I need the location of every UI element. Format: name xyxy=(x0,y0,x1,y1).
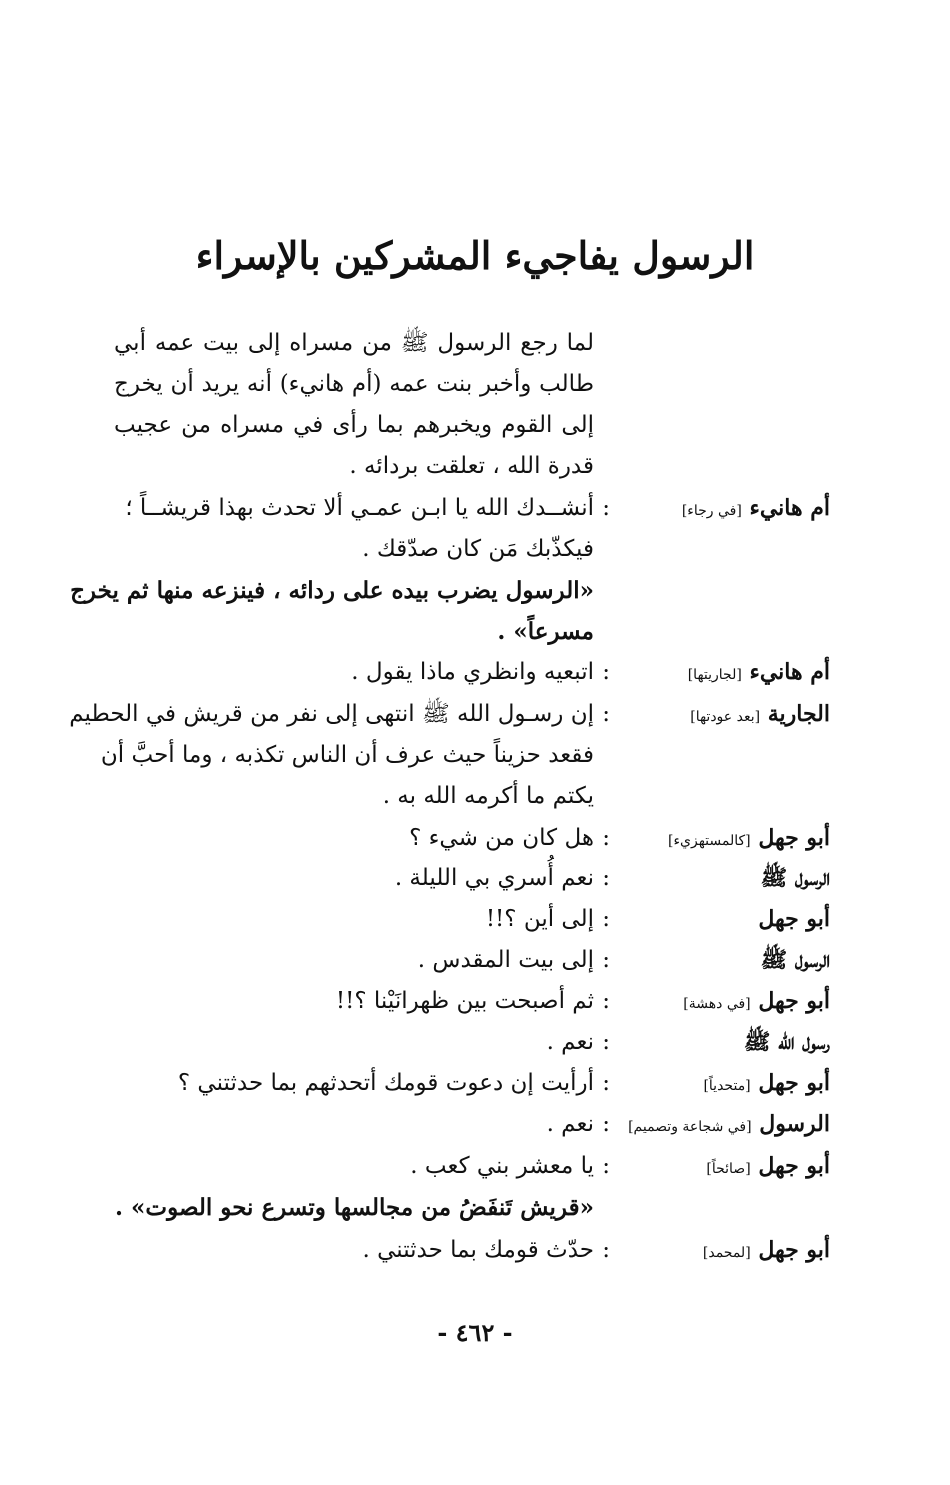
speech-line: نعم . xyxy=(546,1029,594,1055)
speaker-name: الرسول ﷺ xyxy=(760,947,830,973)
colon-separator: : xyxy=(602,659,610,685)
stage-direction-line: «الرسول يضرب بيده على ردائه ، فينزعه منها ثم يخرج xyxy=(70,577,594,604)
speaker-label xyxy=(620,818,830,859)
speaker-name: أبو جهل xyxy=(758,1070,830,1096)
speaker-label xyxy=(620,652,830,693)
stage-note: [في شجاعة وتصميم] xyxy=(628,1119,752,1135)
speaker-label xyxy=(620,1022,830,1063)
colon-separator: : xyxy=(602,1111,610,1137)
colon-separator: : xyxy=(602,1153,610,1179)
intro-paragraph: لما رجع الرسول ﷺ من مسراه إلى بيت عمه أبي طالب وأخبر بنت عمه (أم هانيء) أنه يريد أن يخرج إلى القوم ويخبرهم بما رأى في مسراه من عجيب قدرة الله ، تعلقت بردائه . xyxy=(114,330,594,479)
colon-separator: : xyxy=(602,495,610,521)
speech-line: إن رسـول الله ﷺ انتهى إلى نفر من قريش في الحطيم xyxy=(69,701,594,727)
speaker-label xyxy=(620,1063,830,1104)
speech-line: أنشــدك الله يا ابـن عمـي ألا تحدث بهذا قريشــاً ؛ xyxy=(125,495,594,521)
speech-line: فقعد حزيناً حيث عرف أن الناس تكذبه ، وما أحبَّ أن xyxy=(100,742,594,768)
speech-line: فيكذّبك مَن كان صدّقك . xyxy=(362,536,594,562)
speaker-label xyxy=(620,940,830,981)
stage-note: [متحدياً] xyxy=(703,1078,751,1094)
speaker-label xyxy=(620,1230,830,1271)
stage-note: [بعد عودتها] xyxy=(690,709,761,725)
stage-note: [في دهشة] xyxy=(683,996,751,1012)
speech-line: يكتم ما أكرمه الله به . xyxy=(382,783,594,809)
speaker-name: الجارية xyxy=(767,701,830,727)
colon-separator: : xyxy=(602,701,610,727)
stage-note: [لجاريتها] xyxy=(687,667,742,683)
speaker-label xyxy=(620,1146,830,1187)
speaker-name: الرسول ﷺ xyxy=(760,865,830,891)
stage-note: [في رجاء] xyxy=(681,503,742,519)
colon-separator: : xyxy=(602,947,610,973)
speaker-label xyxy=(620,488,830,529)
speaker-name: أبو جهل xyxy=(758,906,830,932)
colon-separator: : xyxy=(602,1029,610,1055)
stage-note: [صائحاً] xyxy=(706,1161,751,1177)
speaker-name: أبو جهل xyxy=(758,988,830,1014)
speaker-label xyxy=(620,858,830,899)
colon-separator: : xyxy=(602,865,610,891)
page-number: - ٤٦٢ - xyxy=(437,1318,513,1347)
speaker-label xyxy=(600,1104,830,1145)
speaker-name: رسول الله ﷺ xyxy=(743,1029,830,1055)
stage-direction-line: مسرعاً» . xyxy=(497,618,594,645)
speech-line: أرأيت إن دعوت قومك أتحدثهم بما حدثتني ؟ xyxy=(177,1070,594,1096)
speaker-label xyxy=(620,981,830,1022)
speaker-name: أبو جهل xyxy=(758,825,830,851)
speech-line: يا معشر بني كعب . xyxy=(410,1153,594,1179)
colon-separator: : xyxy=(602,1237,610,1263)
speech-line: حدّث قومك بما حدثتني . xyxy=(362,1237,594,1263)
speech-line: هل كان من شيء ؟ xyxy=(409,825,594,851)
speaker-name: الرسول xyxy=(759,1111,830,1137)
colon-separator: : xyxy=(602,906,610,932)
stage-direction-line: «قريش تَنفَضُ من مجالسها وتسرع نحو الصوت» . xyxy=(115,1194,594,1221)
speaker-name: أبو جهل xyxy=(758,1237,830,1263)
page-title: الرسول يفاجيء المشركين بالإسراء xyxy=(195,233,755,278)
colon-separator: : xyxy=(602,825,610,851)
stage-note: [كالمستهزيء] xyxy=(668,833,751,849)
speaker-name: أم هانيء xyxy=(749,659,830,685)
speaker-name: أبو جهل xyxy=(758,1153,830,1179)
speech-line: نعم . xyxy=(546,1111,594,1137)
speaker-name: أم هانيء xyxy=(749,495,830,521)
speech-line: نعم أُسري بي الليلة . xyxy=(394,865,594,891)
stage-note: [لمحمد] xyxy=(702,1245,751,1261)
speech-line: إلى أين ؟!! xyxy=(485,906,594,932)
speech-line: إلى بيت المقدس . xyxy=(417,947,594,973)
colon-separator: : xyxy=(602,988,610,1014)
speech-line: ثم أصبحت بين ظهرانَيْنا ؟!! xyxy=(335,988,594,1014)
speaker-label xyxy=(620,694,830,735)
speech-line: اتبعيه وانظري ماذا يقول . xyxy=(351,659,594,685)
speaker-label xyxy=(620,899,830,940)
colon-separator: : xyxy=(602,1070,610,1096)
